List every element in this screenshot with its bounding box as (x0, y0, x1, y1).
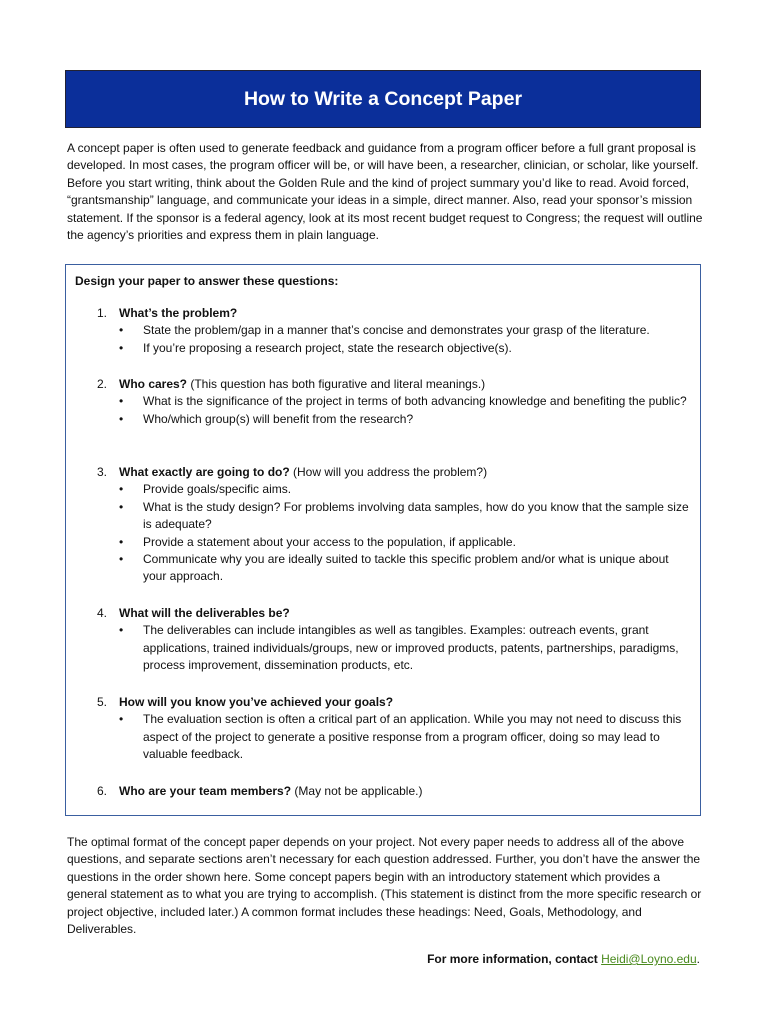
question-title: What will the deliverables be? (119, 606, 290, 620)
bullet-icon: • (119, 340, 124, 355)
question-item (66, 464, 700, 586)
bullet-list (66, 622, 700, 674)
bullet-icon: • (119, 482, 124, 497)
bullet-text: What is the significance of the project in terms of both advancing knowledge and benefiting the public? (143, 394, 687, 409)
bullet-text: State the problem/gap in a manner that’s concise and demonstrates your grasp of the literature. (143, 323, 650, 338)
question-title: What’s the problem? (119, 306, 238, 320)
question-item (66, 305, 700, 357)
bullet-list (66, 481, 700, 585)
question-item (66, 605, 700, 675)
bullet-text: The deliverables can include intangibles as well as tangibles. Examples: outreach events, grant applications, trained individuals/groups, new or improved products, patents, partnerships, paradigms, process improvement, dissemination products, etc. (143, 623, 679, 673)
contact-line (427, 952, 700, 966)
contact-suffix: . (696, 952, 700, 966)
bullet-item (66, 551, 700, 586)
bullet-text: Who/which group(s) will benefit from the research? (143, 411, 414, 426)
questions-box (65, 264, 701, 816)
bullet-list (66, 711, 700, 763)
bullet-item (66, 622, 700, 674)
question-note: (This question has both figurative and literal meanings.) (187, 377, 486, 391)
bullet-icon: • (119, 394, 124, 409)
bullet-icon: • (119, 323, 124, 338)
question-title: What exactly are going to do? (119, 465, 290, 479)
bullet-text: Provide a statement about your access to the population, if applicable. (143, 534, 516, 549)
bullet-item (66, 340, 700, 357)
questions-lead: Design your paper to answer these questions: (75, 274, 339, 288)
question-number: 3. (97, 465, 108, 479)
bullet-icon: • (119, 712, 124, 727)
intro-paragraph: A concept paper is often used to generate feedback and guidance from a program officer before a full grant proposal is developed. In most cases, the program officer will be, or will have been, a researcher, clinician, or scholar, like yourself. Before you start writing, think about the Golden Rule and the kind of project summary you’d like to read. Avoid forced, “grantsmanship” language, and communicate your ideas in a simple, direct manner. Also, read your sponsor’s mission statement. If the sponsor is a federal agency, look at its most recent budget request to Congress; the request will outline the agency’s priorities and express them in plain language. (67, 141, 703, 243)
bullet-text: What is the study design? For problems involving data samples, how do you know that the sample size is adequate? (143, 499, 689, 532)
question-item (66, 694, 700, 764)
bullet-item (66, 499, 700, 534)
question-number: 5. (97, 695, 108, 709)
question-number: 2. (97, 377, 108, 391)
bullet-icon: • (119, 552, 124, 567)
bullet-list (66, 393, 700, 428)
bullet-text: Communicate why you are ideally suited to tackle this specific problem and/or what is unique about your approach. (143, 552, 669, 584)
question-number: 6. (97, 784, 108, 798)
title-banner (65, 70, 701, 128)
bullet-item (66, 481, 700, 498)
bullet-icon: • (119, 499, 124, 514)
contact-email-link[interactable]: Heidi@Loyno.edu (601, 952, 697, 966)
bullet-item (66, 393, 700, 410)
question-number: 4. (97, 606, 108, 620)
question-item (66, 376, 700, 428)
question-title: Who cares? (119, 377, 188, 391)
question-title: How will you know you’ve achieved your goals? (119, 695, 394, 709)
question-item (66, 783, 700, 800)
bullet-icon: • (119, 411, 124, 426)
bullet-item (66, 411, 700, 428)
bullet-text: Provide goals/specific aims. (143, 482, 292, 497)
question-note: (May not be applicable.) (291, 784, 423, 798)
question-title: Who are your team members? (119, 784, 292, 798)
bullet-item (66, 322, 700, 339)
bullet-text: If you’re proposing a research project, state the research objective(s). (143, 340, 512, 355)
contact-prefix: For more information, contact (427, 952, 602, 966)
bullet-item (66, 534, 700, 551)
question-note: (How will you address the problem?) (289, 465, 488, 479)
outro-paragraph: The optimal format of the concept paper depends on your project. Not every paper needs to address all of the above questions, and separate sections aren’t necessary for each question addressed. Further, you don’t have the answer the questions in the order shown here. Some concept papers begin with an introductory statement which provides a general statement as to what you are trying to accomplish. (This statement is distinct from the more specific research or project objective, included later.) A common format includes these headings: Need, Goals, Methodology, and Deliverables. (67, 835, 702, 937)
page-title: How to Write a Concept Paper (243, 87, 523, 110)
bullet-icon: • (119, 623, 124, 638)
question-number: 1. (97, 306, 108, 320)
bullet-text: The evaluation section is often a critical part of an application. While you may not need to discuss this aspect of the project to generate a positive response from a program officer, doing so may lead to valuable feedback. (143, 712, 682, 762)
bullet-list (66, 322, 700, 357)
bullet-icon: • (119, 534, 124, 549)
bullet-item (66, 711, 700, 763)
